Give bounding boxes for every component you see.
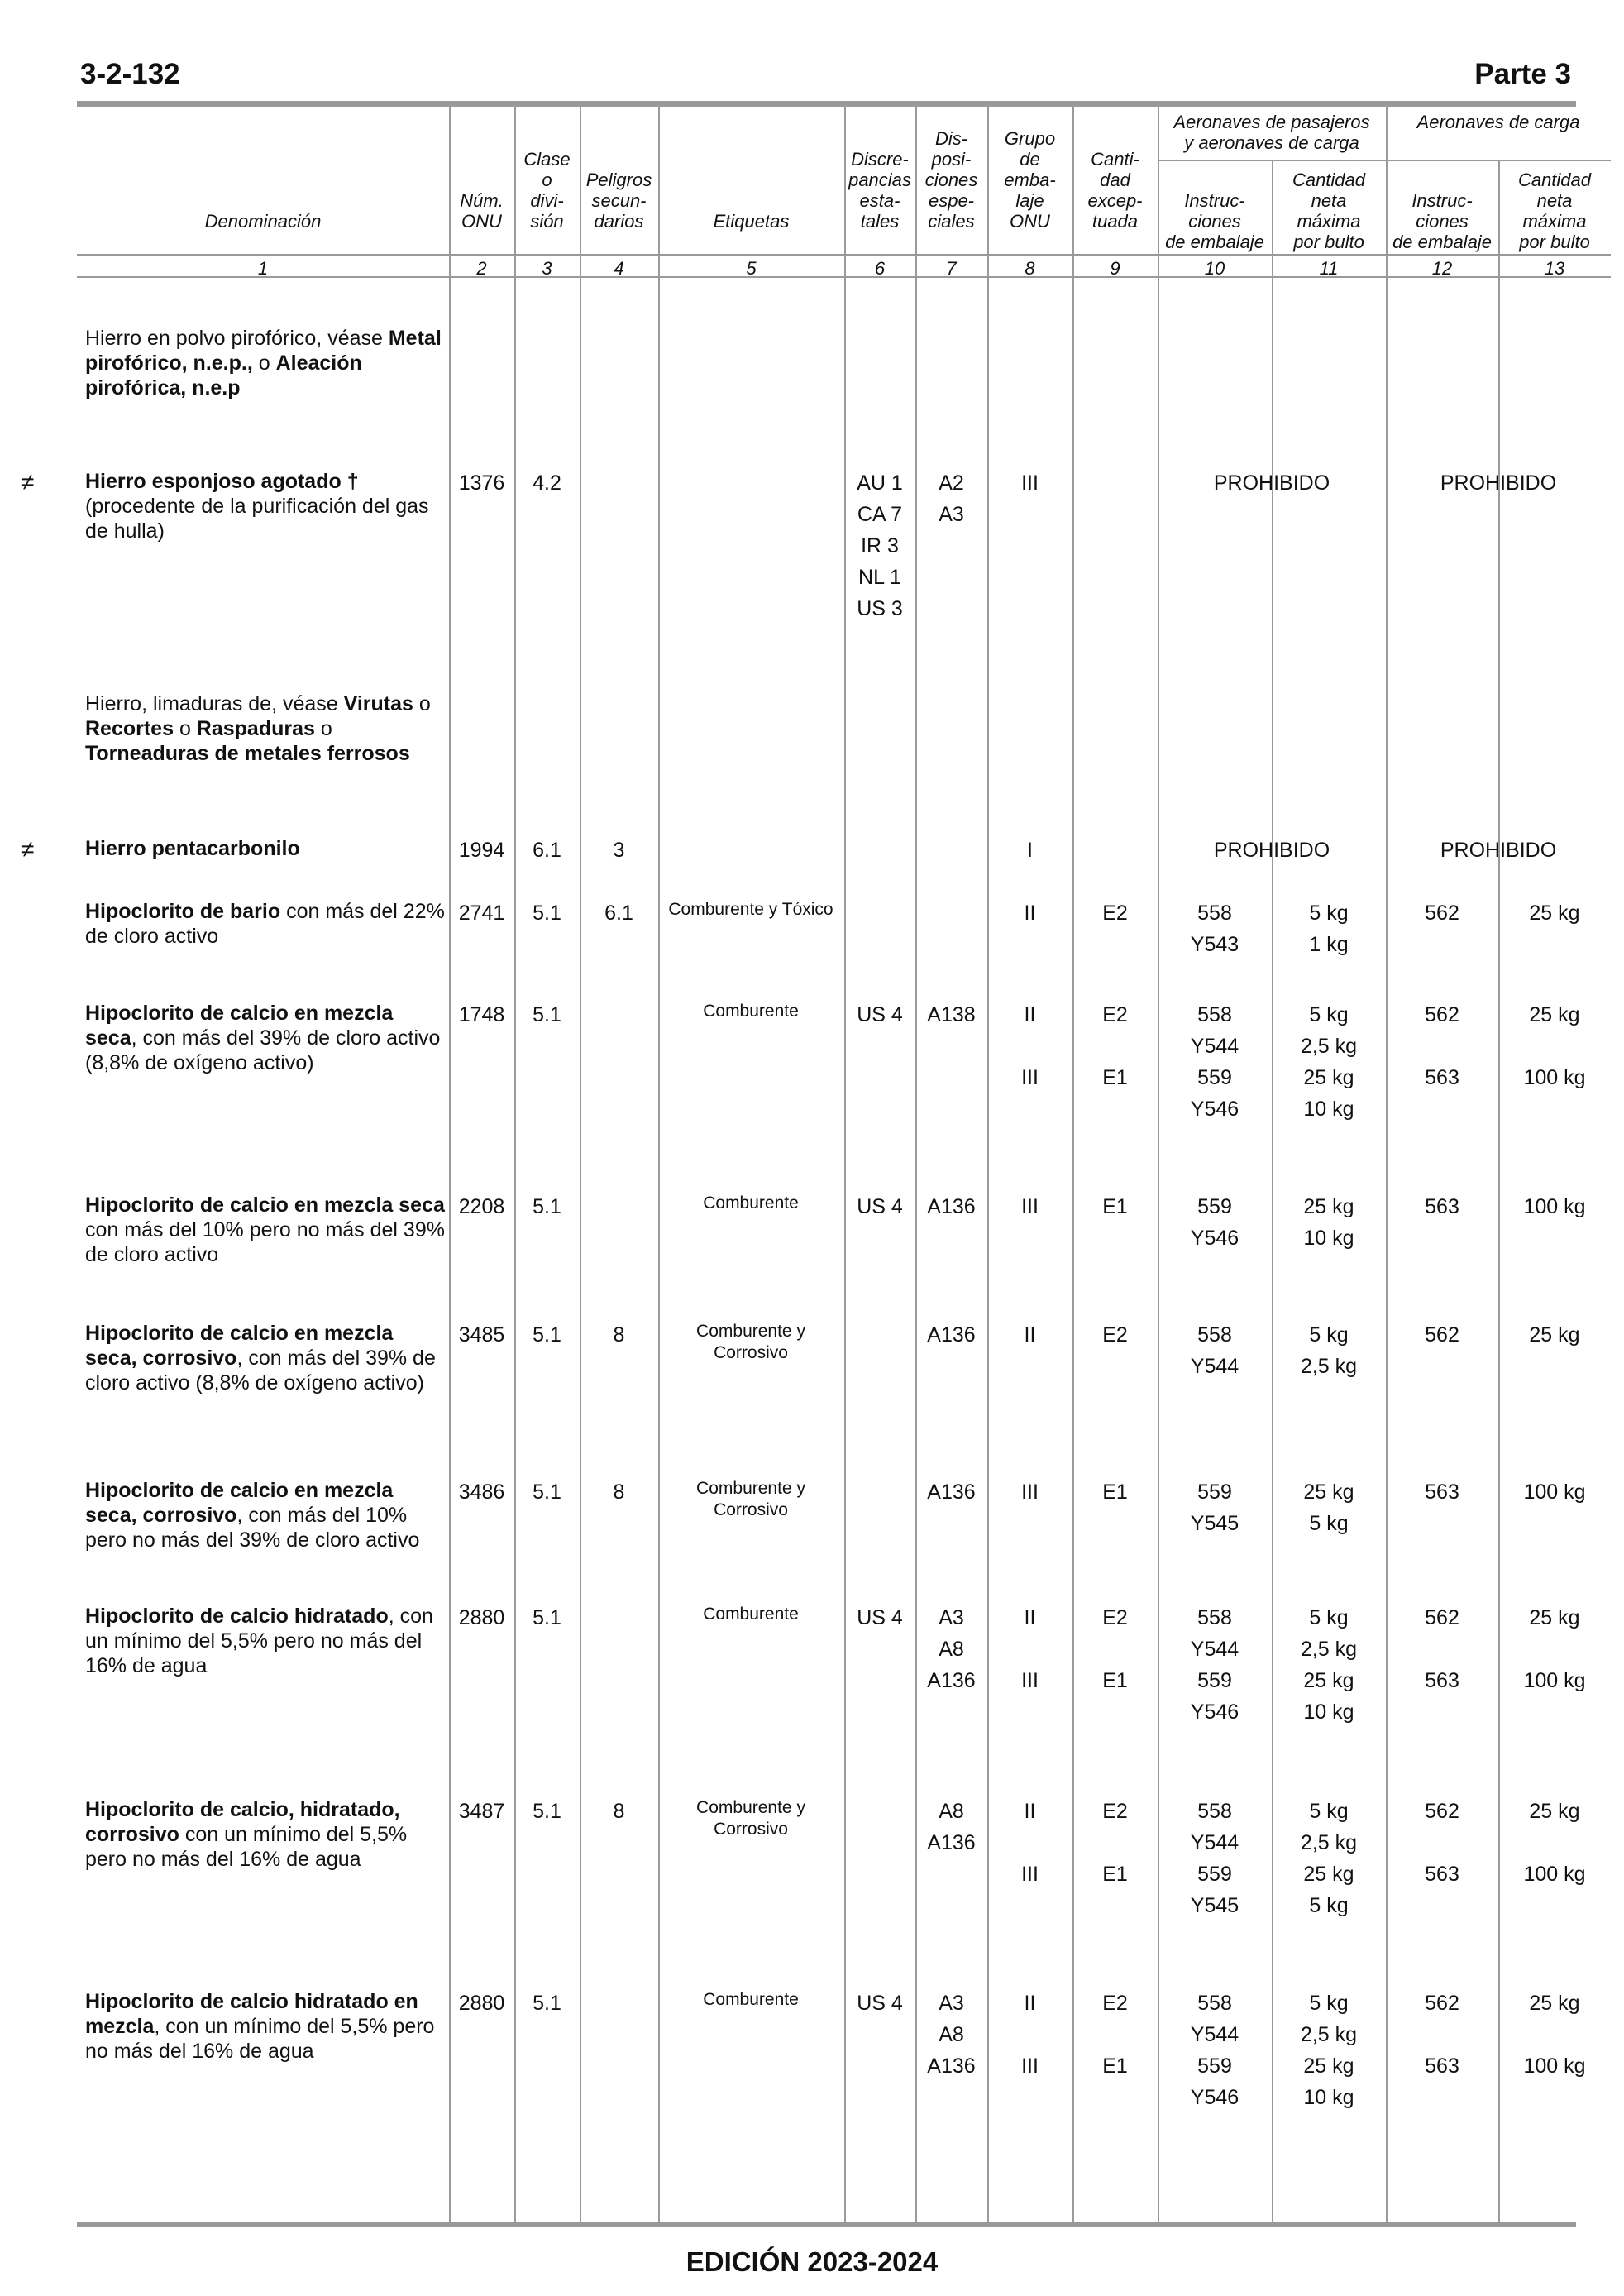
entry-name-bold: Hipoclorito de calcio, hidratado, corrosivo xyxy=(85,1798,400,1846)
column-number: 13 xyxy=(1544,258,1565,279)
class-division: 4.2 xyxy=(533,471,561,495)
entry-name-reference: Virutas xyxy=(343,692,413,715)
packing-group: III xyxy=(1021,471,1039,495)
pax-packing-instruction: 558 xyxy=(1197,1323,1232,1347)
cargo-packing-instruction: 563 xyxy=(1425,2054,1459,2078)
pax-prohibited: PROHIBIDO xyxy=(1213,839,1330,862)
pax-max-quantity: 25 kg xyxy=(1303,1066,1354,1089)
pax-max-quantity: 2,5 kg xyxy=(1300,1355,1358,1378)
entry-name-text: , con más del 39% de cloro activo (8,8% de oxígeno activo) xyxy=(85,1347,436,1394)
cargo-max-quantity: 25 kg xyxy=(1529,902,1580,925)
entry-name-reference: Torneaduras de metales ferrosos xyxy=(85,742,410,765)
entry-name-reference: Metal pirofórico, n.e.p., xyxy=(85,327,442,375)
entry-name xyxy=(85,326,449,400)
header-num-onu: Núm. ONU xyxy=(460,190,504,232)
pax-max-quantity: 5 kg xyxy=(1309,1992,1349,2015)
header-cantidad-exceptuada: Canti- dad excep- tuada xyxy=(1087,149,1143,232)
group-divider xyxy=(1158,160,1611,161)
pax-packing-instruction: 559 xyxy=(1197,1066,1232,1089)
packing-group: III xyxy=(1021,1066,1039,1089)
column-number: 9 xyxy=(1110,258,1120,279)
cargo-prohibited: PROHIBIDO xyxy=(1440,471,1557,495)
subsidiary-hazard: 3 xyxy=(613,839,625,862)
entry-name-bold: Hipoclorito de calcio en mezcla seca xyxy=(85,1002,394,1050)
cargo-packing-instruction: 562 xyxy=(1425,1606,1459,1629)
cargo-packing-instruction: 563 xyxy=(1425,1669,1459,1692)
pax-packing-instruction: 558 xyxy=(1197,1992,1232,2015)
cargo-max-quantity: 100 kg xyxy=(1523,1480,1586,1504)
column-number: 11 xyxy=(1319,258,1339,279)
column-divider xyxy=(987,107,989,2222)
hazard-labels: Comburente y Corrosivo xyxy=(696,1322,805,1362)
state-variation: NL 1 xyxy=(858,566,901,589)
column-number: 2 xyxy=(476,258,487,279)
class-division: 5.1 xyxy=(533,1800,561,1823)
entry-name-text: con más del 10% pero no más del 39% de cloro activo xyxy=(85,1218,445,1266)
special-provision: A136 xyxy=(927,1195,976,1218)
pax-packing-instruction: Y545 xyxy=(1190,1894,1239,1917)
cargo-max-quantity: 25 kg xyxy=(1529,1323,1580,1347)
hazard-labels: Comburente xyxy=(703,1002,799,1021)
excepted-quantity: E2 xyxy=(1102,1992,1128,2015)
cargo-max-quantity: 25 kg xyxy=(1529,1992,1580,2015)
cargo-max-quantity: 100 kg xyxy=(1523,1863,1586,1886)
state-variation: US 4 xyxy=(857,1195,903,1218)
cargo-packing-instruction: 562 xyxy=(1425,902,1459,925)
pax-max-quantity: 2,5 kg xyxy=(1300,1638,1358,1661)
special-provision: A8 xyxy=(939,1800,964,1823)
entry-name-bold: Hipoclorito de calcio en mezcla seca, corrosivo xyxy=(85,1479,394,1527)
entry-name-bold: Hierro pentacarbonilo xyxy=(85,837,300,860)
header-cant-pax: Cantidad neta máxima por bulto xyxy=(1292,170,1366,252)
column-number: 4 xyxy=(614,258,624,279)
entry-name-bold: Hipoclorito de calcio hidratado en mezcla xyxy=(85,1990,418,2038)
hazard-labels: Comburente xyxy=(703,1990,799,2009)
pax-max-quantity: 5 kg xyxy=(1309,902,1349,925)
entry-name xyxy=(85,469,449,543)
pax-prohibited: PROHIBIDO xyxy=(1213,471,1330,495)
column-divider xyxy=(844,107,846,2222)
packing-group: II xyxy=(1024,1992,1036,2015)
header-denominacion: Denominación xyxy=(204,211,322,232)
pax-packing-instruction: 559 xyxy=(1197,1863,1232,1886)
cargo-max-quantity: 100 kg xyxy=(1523,2054,1586,2078)
column-number: 1 xyxy=(257,258,269,279)
cargo-packing-instruction: 562 xyxy=(1425,1800,1459,1823)
un-number: 3486 xyxy=(458,1480,505,1504)
excepted-quantity: E1 xyxy=(1102,2054,1128,2078)
entry-name-bold: Hipoclorito de calcio hidratado xyxy=(85,1605,389,1628)
class-division: 5.1 xyxy=(533,1003,561,1026)
un-number: 1994 xyxy=(458,839,505,862)
pax-max-quantity: 25 kg xyxy=(1303,2054,1354,2078)
cargo-packing-instruction: 562 xyxy=(1425,1992,1459,2015)
packing-group: III xyxy=(1021,1480,1039,1504)
excepted-quantity: E2 xyxy=(1102,1800,1128,1823)
cargo-max-quantity: 100 kg xyxy=(1523,1195,1586,1218)
special-provision: A8 xyxy=(939,1638,964,1661)
pax-max-quantity: 1 kg xyxy=(1309,933,1349,956)
subsidiary-hazard: 8 xyxy=(613,1480,625,1504)
packing-group: II xyxy=(1024,1800,1036,1823)
pax-max-quantity: 25 kg xyxy=(1303,1863,1354,1886)
excepted-quantity: E1 xyxy=(1102,1480,1128,1504)
entry-name-text: , con más del 10% pero no más del 39% de cloro activo xyxy=(85,1504,420,1552)
cargo-max-quantity: 25 kg xyxy=(1529,1003,1580,1026)
state-variation: US 4 xyxy=(857,1003,903,1026)
packing-group: III xyxy=(1021,1669,1039,1692)
column-divider xyxy=(658,107,660,2222)
column-number: 5 xyxy=(746,258,757,279)
pax-packing-instruction: Y546 xyxy=(1190,1227,1239,1250)
packing-group: II xyxy=(1024,1606,1036,1629)
un-number: 3487 xyxy=(458,1800,505,1823)
excepted-quantity: E2 xyxy=(1102,902,1128,925)
class-division: 5.1 xyxy=(533,1323,561,1347)
entry-name-reference: Raspaduras xyxy=(196,717,315,740)
packing-group: I xyxy=(1027,839,1033,862)
pax-packing-instruction: Y544 xyxy=(1190,1831,1239,1854)
column-number: 7 xyxy=(946,258,957,279)
un-number: 2208 xyxy=(458,1195,505,1218)
column-divider xyxy=(1072,107,1074,2222)
excepted-quantity: E2 xyxy=(1102,1003,1128,1026)
excepted-quantity: E1 xyxy=(1102,1195,1128,1218)
entry-name xyxy=(85,1321,449,1395)
column-number: 6 xyxy=(874,258,886,279)
entry-name xyxy=(85,1989,449,2064)
special-provision: A136 xyxy=(927,1480,976,1504)
column-divider xyxy=(915,107,917,2222)
column-number: 8 xyxy=(1025,258,1035,279)
entry-name-text: o xyxy=(314,717,332,740)
header-peligros: Peligros secun- darios xyxy=(585,170,652,232)
special-provision: A3 xyxy=(939,1992,964,2015)
pax-packing-instruction: 558 xyxy=(1197,1606,1232,1629)
cargo-max-quantity: 100 kg xyxy=(1523,1066,1586,1089)
cargo-max-quantity: 100 kg xyxy=(1523,1669,1586,1692)
special-provision: A136 xyxy=(927,2054,976,2078)
change-mark: ≠ xyxy=(21,836,35,862)
column-divider xyxy=(514,107,516,2222)
pax-max-quantity: 5 kg xyxy=(1309,1606,1349,1629)
pax-packing-instruction: 558 xyxy=(1197,1003,1232,1026)
un-number: 3485 xyxy=(458,1323,505,1347)
excepted-quantity: E2 xyxy=(1102,1323,1128,1347)
cargo-prohibited: PROHIBIDO xyxy=(1440,839,1557,862)
entry-name-text: Hierro en polvo pirofórico, véase xyxy=(85,327,389,350)
packing-group: II xyxy=(1024,902,1036,925)
packing-group: III xyxy=(1021,2054,1039,2078)
column-divider xyxy=(1386,107,1388,2222)
entry-name xyxy=(85,1478,449,1552)
packing-group: II xyxy=(1024,1323,1036,1347)
entry-name-text: (procedente de la purificación del gas de hulla) xyxy=(85,495,429,543)
header-instr-cargo: Instruc- ciones de embalaje xyxy=(1392,190,1492,252)
entry-name-bold: Hipoclorito de calcio en mezcla seca, corrosivo xyxy=(85,1322,394,1370)
special-provision: A3 xyxy=(939,503,964,526)
entry-name-text: con más del 22% de cloro activo xyxy=(85,900,445,948)
header-cant-cargo: Cantidad neta máxima por bulto xyxy=(1517,170,1592,252)
part-title: Parte 3 xyxy=(1474,58,1571,90)
pax-max-quantity: 5 kg xyxy=(1309,1894,1349,1917)
column-number: 3 xyxy=(542,258,552,279)
cargo-packing-instruction: 562 xyxy=(1425,1323,1459,1347)
entry-name-text: o xyxy=(413,692,431,715)
entry-name xyxy=(85,691,449,766)
special-provision: A136 xyxy=(927,1669,976,1692)
pax-packing-instruction: Y544 xyxy=(1190,2023,1239,2046)
special-provision: A8 xyxy=(939,2023,964,2046)
header-divider xyxy=(77,254,1611,256)
pax-max-quantity: 5 kg xyxy=(1309,1800,1349,1823)
pax-max-quantity: 10 kg xyxy=(1303,1227,1354,1250)
state-variation: AU 1 xyxy=(857,471,903,495)
class-division: 5.1 xyxy=(533,1480,561,1504)
state-variation: US 4 xyxy=(857,1606,903,1629)
pax-max-quantity: 25 kg xyxy=(1303,1480,1354,1504)
entry-name xyxy=(85,1193,449,1267)
pax-packing-instruction: Y546 xyxy=(1190,1098,1239,1121)
header-clase: Clase o divi- sión xyxy=(523,149,571,232)
pax-packing-instruction: Y544 xyxy=(1190,1035,1239,1058)
change-mark: ≠ xyxy=(21,469,35,495)
entry-name xyxy=(85,1604,449,1678)
entry-name xyxy=(85,899,449,949)
pax-max-quantity: 2,5 kg xyxy=(1300,2023,1358,2046)
pax-packing-instruction: Y543 xyxy=(1190,933,1239,956)
special-provision: A136 xyxy=(927,1831,976,1854)
pax-max-quantity: 25 kg xyxy=(1303,1195,1354,1218)
cargo-packing-instruction: 563 xyxy=(1425,1066,1459,1089)
class-division: 5.1 xyxy=(533,902,561,925)
packing-group: II xyxy=(1024,1003,1036,1026)
entry-name-bold: Hipoclorito de bario xyxy=(85,900,281,923)
hazard-labels: Comburente xyxy=(703,1193,799,1213)
special-provision: A138 xyxy=(927,1003,976,1026)
class-division: 5.1 xyxy=(533,1606,561,1629)
un-number: 2741 xyxy=(458,902,505,925)
pax-packing-instruction: Y545 xyxy=(1190,1512,1239,1535)
entry-name-bold: Hipoclorito de calcio en mezcla seca xyxy=(85,1193,445,1217)
pax-packing-instruction: 558 xyxy=(1197,1800,1232,1823)
pax-packing-instruction: 559 xyxy=(1197,1669,1232,1692)
cargo-max-quantity: 25 kg xyxy=(1529,1800,1580,1823)
entry-name xyxy=(85,1797,449,1872)
hazard-labels: Comburente y Corrosivo xyxy=(696,1479,805,1519)
header-etiquetas: Etiquetas xyxy=(713,211,790,232)
hazard-labels: Comburente y Tóxico xyxy=(668,900,833,919)
hazard-labels: Comburente xyxy=(703,1605,799,1624)
header-group-cargo: Aeronaves de carga xyxy=(1416,112,1580,132)
subsidiary-hazard: 6.1 xyxy=(604,902,633,925)
cargo-max-quantity: 25 kg xyxy=(1529,1606,1580,1629)
pax-max-quantity: 10 kg xyxy=(1303,1098,1354,1121)
pax-max-quantity: 5 kg xyxy=(1309,1512,1349,1535)
pax-packing-instruction: Y544 xyxy=(1190,1355,1239,1378)
excepted-quantity: E2 xyxy=(1102,1606,1128,1629)
pax-max-quantity: 5 kg xyxy=(1309,1323,1349,1347)
column-divider xyxy=(580,107,581,2222)
special-provision: A3 xyxy=(939,1606,964,1629)
hazard-labels: Comburente y Corrosivo xyxy=(696,1798,805,1839)
column-number: 10 xyxy=(1204,258,1225,279)
entry-name-text: , con más del 39% de cloro activo (8,8% de oxígeno activo) xyxy=(85,1026,441,1074)
state-variation: IR 3 xyxy=(861,534,899,557)
subsidiary-hazard: 8 xyxy=(613,1323,625,1347)
pax-packing-instruction: 559 xyxy=(1197,2054,1232,2078)
header-grupo-embalaje: Grupo de emba- laje ONU xyxy=(1004,128,1056,232)
entry-name-text: o xyxy=(174,717,197,740)
entry-name-text: Hierro, limaduras de, véase xyxy=(85,692,344,715)
class-division: 5.1 xyxy=(533,1195,561,1218)
edition-footer: EDICIÓN 2023-2024 xyxy=(685,2246,939,2277)
entry-name xyxy=(85,1001,449,1075)
pax-packing-instruction: Y544 xyxy=(1190,1638,1239,1661)
header-group-pax: Aeronaves de pasajeros y aeronaves de carga xyxy=(1173,112,1370,153)
class-division: 6.1 xyxy=(533,839,561,862)
excepted-quantity: E1 xyxy=(1102,1669,1128,1692)
special-provision: A136 xyxy=(927,1323,976,1347)
pax-max-quantity: 5 kg xyxy=(1309,1003,1349,1026)
special-provision: A2 xyxy=(939,471,964,495)
entry-name-bold: Hierro esponjoso agotado † xyxy=(85,470,359,493)
header-discrepancias: Discre- pancias esta- tales xyxy=(848,149,911,232)
un-number: 2880 xyxy=(458,1606,505,1629)
entry-name-text: , con un mínimo del 5,5% pero no más del 16% de agua xyxy=(85,1605,433,1677)
un-number: 1376 xyxy=(458,471,505,495)
entry-name-text: con un mínimo del 5,5% pero no más del 16% de agua xyxy=(85,1823,408,1871)
un-number: 2880 xyxy=(458,1992,505,2015)
entry-name xyxy=(85,836,449,861)
entry-name-text: o xyxy=(252,352,276,375)
pax-max-quantity: 2,5 kg xyxy=(1300,1035,1358,1058)
subsidiary-hazard: 8 xyxy=(613,1800,625,1823)
excepted-quantity: E1 xyxy=(1102,1863,1128,1886)
column-divider xyxy=(449,107,451,2222)
pax-packing-instruction: 559 xyxy=(1197,1195,1232,1218)
top-rule xyxy=(77,101,1576,107)
pax-max-quantity: 25 kg xyxy=(1303,1669,1354,1692)
header-disposiciones: Dis- posi- ciones espe- ciales xyxy=(924,128,978,232)
pax-max-quantity: 10 kg xyxy=(1303,2086,1354,2109)
cargo-packing-instruction: 563 xyxy=(1425,1863,1459,1886)
pax-max-quantity: 2,5 kg xyxy=(1300,1831,1358,1854)
cargo-packing-instruction: 563 xyxy=(1425,1480,1459,1504)
un-number: 1748 xyxy=(458,1003,505,1026)
pax-max-quantity: 10 kg xyxy=(1303,1700,1354,1724)
pax-packing-instruction: 558 xyxy=(1197,902,1232,925)
header-instr-pax: Instruc- ciones de embalaje xyxy=(1165,190,1264,252)
excepted-quantity: E1 xyxy=(1102,1066,1128,1089)
pax-packing-instruction: Y546 xyxy=(1190,1700,1239,1724)
class-division: 5.1 xyxy=(533,1992,561,2015)
packing-group: III xyxy=(1021,1863,1039,1886)
state-variation: CA 7 xyxy=(857,503,903,526)
column-number: 12 xyxy=(1431,258,1453,279)
entry-name-reference: Recortes xyxy=(85,717,174,740)
pax-packing-instruction: Y546 xyxy=(1190,2086,1239,2109)
packing-group: III xyxy=(1021,1195,1039,1218)
entry-name-reference: Aleación pirofórica, n.e.p xyxy=(85,352,362,399)
bottom-rule xyxy=(77,2222,1576,2227)
pax-packing-instruction: 559 xyxy=(1197,1480,1232,1504)
page-number: 3-2-132 xyxy=(80,58,180,90)
cargo-packing-instruction: 562 xyxy=(1425,1003,1459,1026)
entry-name-text: , con un mínimo del 5,5% pero no más del 16% de agua xyxy=(85,2015,435,2063)
state-variation: US 4 xyxy=(857,1992,903,2015)
cargo-packing-instruction: 563 xyxy=(1425,1195,1459,1218)
state-variation: US 3 xyxy=(857,597,903,620)
